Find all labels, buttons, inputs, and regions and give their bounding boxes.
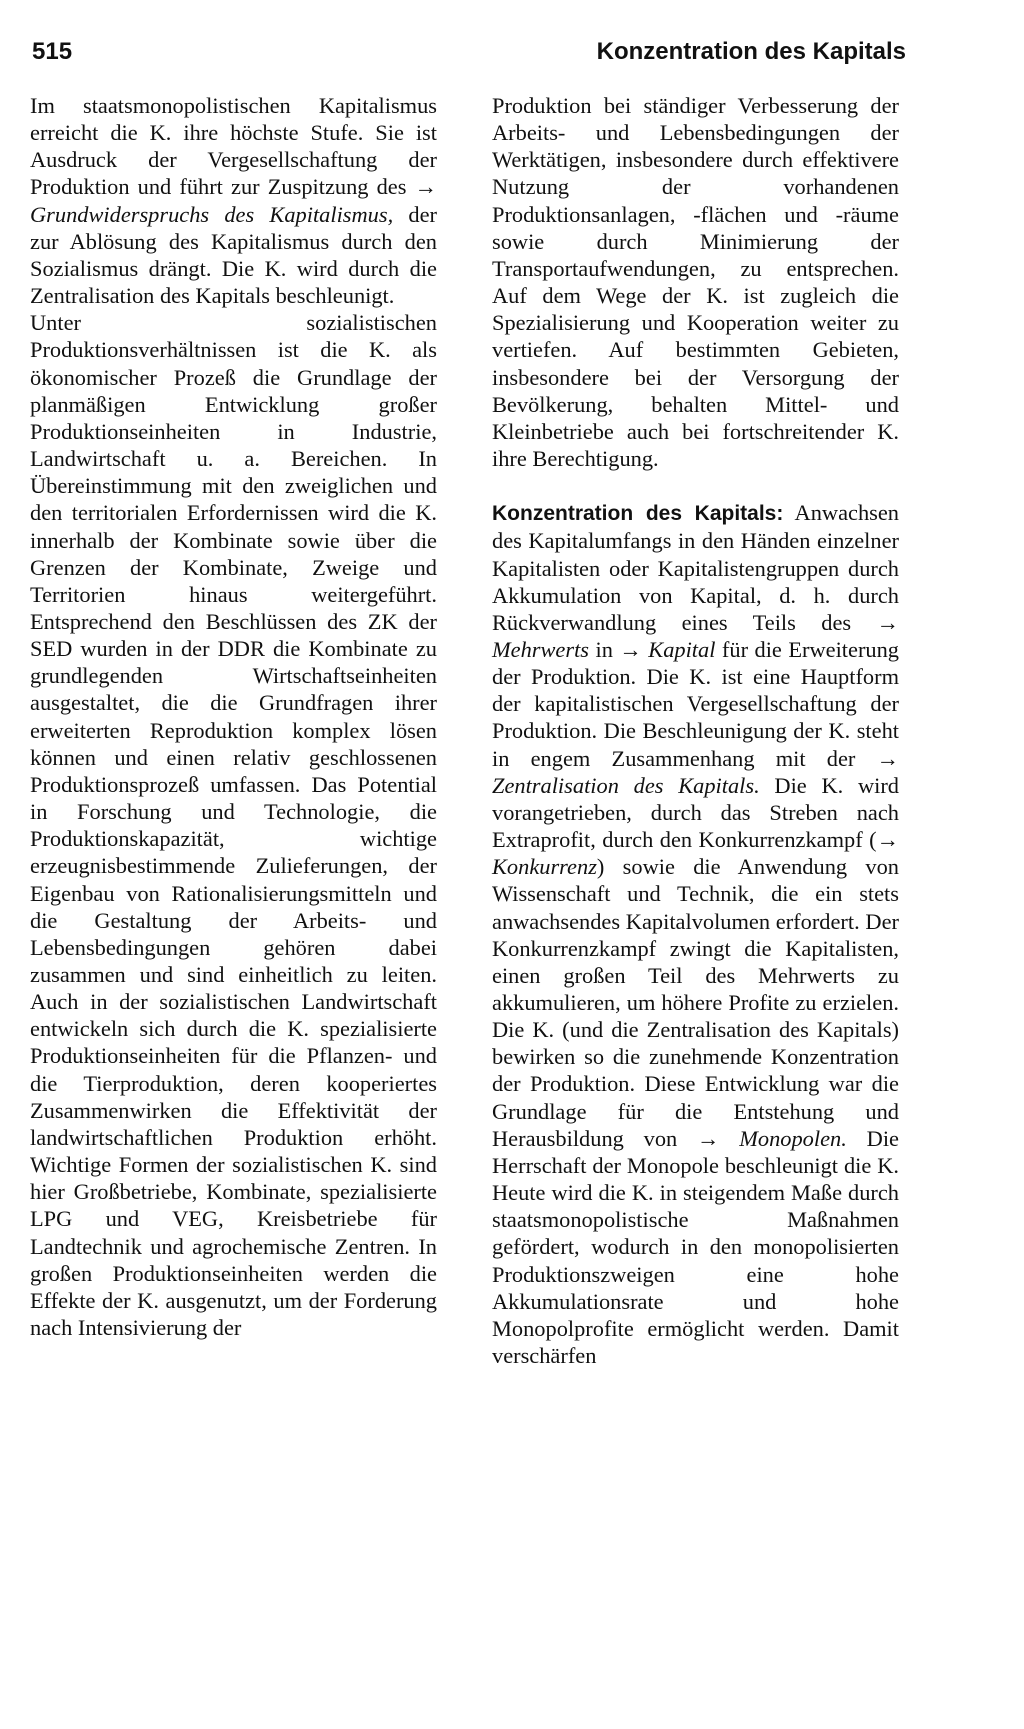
cross-reference-arrow: →	[851, 609, 899, 635]
cross-reference-arrow: →	[855, 745, 899, 771]
left-column	[30, 92, 437, 1341]
cross-reference-zentralisation: Zentralisation des Kapitals.	[492, 772, 760, 798]
text-segment: Im staatsmonopolistischen Kapitalismus erreicht die K. ihre höchste Stufe. Sie ist Ausdruck der Vergesellschaftung der Produktion und führt zur Zuspitzung des	[30, 93, 437, 200]
page-number: 515	[32, 38, 73, 65]
dictionary-entry-konzentration-des-kapitals	[492, 499, 899, 1369]
cross-reference-arrow: →	[677, 1125, 740, 1151]
cross-reference-mehrwert: Mehrwerts	[492, 636, 590, 662]
running-head	[32, 34, 906, 70]
cross-reference-monopolen: Monopolen.	[739, 1125, 847, 1151]
paragraph-continuation: Produktion bei ständiger Verbesserung der Arbeits- und Lebensbedingungen der Werktätigen, insbesondere durch effektivere Nutzung der vorhandenen Produktionsanlagen, -flächen und -räume sowie durch Minimierung der Transportaufwendungen, zu entsprechen. Auf dem Wege der K. ist zugleich die Spezialisierung und Kooperation weiter zu vertiefen. Auf bestimmten Gebieten, insbesondere bei der Versorgung der Bevölkerung, behalten Mittel- und Kleinbetriebe auch bei fortschreitender K. ihre Berechtigung.	[492, 93, 899, 472]
running-title: Konzentration des Kapitals	[596, 38, 906, 65]
text-segment: ) sowie die Anwendung von Wissenschaft und Technik, die ein stets anwachsendes Kapitalvolumen erfordert. Der Konkurrenzkampf zwingt die Kapitalisten, einen großen Teil des Mehrwerts zu akkumulieren, um höhere Profite zu erzielen. Die K. (und die Zentralisation des Kapitals) bewirken so die zunehmende Konzentration der Produktion. Diese Entwicklung war die Grundlage für die Entstehung und Herausbildung von	[492, 854, 899, 1151]
paragraph-sozialistisch: Unter sozialistischen Produktionsverhältnissen ist die K. als ökonomischer Prozeß die Grundlage der planmäßigen Entwicklung großer Produktionseinheiten in Industrie, Landwirtschaft u. a. Bereichen. In Übereinstimmung mit den zweiglichen und den territorialen Erfordernissen wird die K. innerhalb der Kombinate sowie über die Grenzen der Kombinate, Zweige und Territorien hinaus weitergeführt. Entsprechend den Beschlüssen des ZK der SED wurden in der DDR die Kombinate zu grundlegenden Wirtschaftseinheiten ausgestaltet, die die Grundfragen ihrer erweiterten Reproduktion komplex lösen können und einen relativ geschlossenen Produktionsprozeß umfassen. Das Potential in Forschung und Technologie, die Produktionskapazität, wichtige erzeugnisbestimmende Zulieferungen, der Eigenbau von Rationalisierungsmitteln und die Gestaltung der Arbeits- und Lebensbedingungen gehören dabei zusammen und sind einheitlich zu leiten. Auch in der sozialistischen Landwirtschaft entwickeln sich durch die K. spezialisierte Produktionseinheiten für die Pflanzen- und die Tierproduktion, deren kooperiertes Zusammenwirken die Effektivität der landwirtschaftlichen Produktion erhöht. Wichtige Formen der sozialistischen K. sind hier Großbetriebe, Kombinate, spezialisierte LPG und VEG, Kreisbetriebe für Landtechnik und agrochemische Zentren. In großen Produktionseinheiten werden die Effekte der K. ausgenutzt, um der Forderung nach Intensivierung der	[30, 310, 437, 1341]
text-segment: in	[589, 636, 613, 662]
cross-reference-grundwiderspruch: Grundwiderspruchs des Kapitalismus,	[30, 201, 394, 227]
cross-reference-arrow: →	[406, 174, 437, 200]
cross-reference-arrow: →	[876, 827, 899, 853]
cross-reference-kapital: Kapital	[648, 636, 716, 662]
cross-reference-arrow: →	[612, 636, 649, 662]
text-segment: Anwachsen des Kapitalumfangs in den Händen einzelner Kapitalisten oder Kapitalistengruppen durch Akkumulation von Kapital, d. h. durch Rückverwandlung eines Teils des	[492, 500, 899, 635]
text-segment: der zur Ablösung des Kapitalismus durch den Sozialismus drängt. Die K. wird durch die Zentralisation des Kapitals beschleunigt.	[30, 201, 437, 309]
paragraph-staatsmonopolistisch	[30, 92, 437, 309]
entry-headword: Konzentration des Kapitals:	[492, 502, 784, 526]
text-segment: Die Herrschaft der Monopole beschleunigt die K. Heute wird die K. in steigendem Maße durch staatsmonopolistische Maßnahmen gefördert, wodurch in den monopolisierten Produktionszweigen eine hohe Akkumulationsrate und hohe Monopolprofite ermöglicht werden. Damit verschärfen	[492, 1125, 899, 1369]
text-segment: Die K. wird vorangetrieben, durch das Streben nach Extraprofit, durch den Konkurrenzkampf (	[492, 772, 899, 853]
entry-separator	[492, 472, 899, 499]
text-segment: für die Erweiterung der Produktion. Die K. ist eine Hauptform der kapitalistischen Vergesellschaftung der Produktion. Die Beschleunigung der K. steht in engem Zusammenhang mit der	[492, 636, 899, 771]
cross-reference-konkurrenz: Konkurrenz	[492, 854, 597, 880]
right-column	[492, 92, 899, 1369]
